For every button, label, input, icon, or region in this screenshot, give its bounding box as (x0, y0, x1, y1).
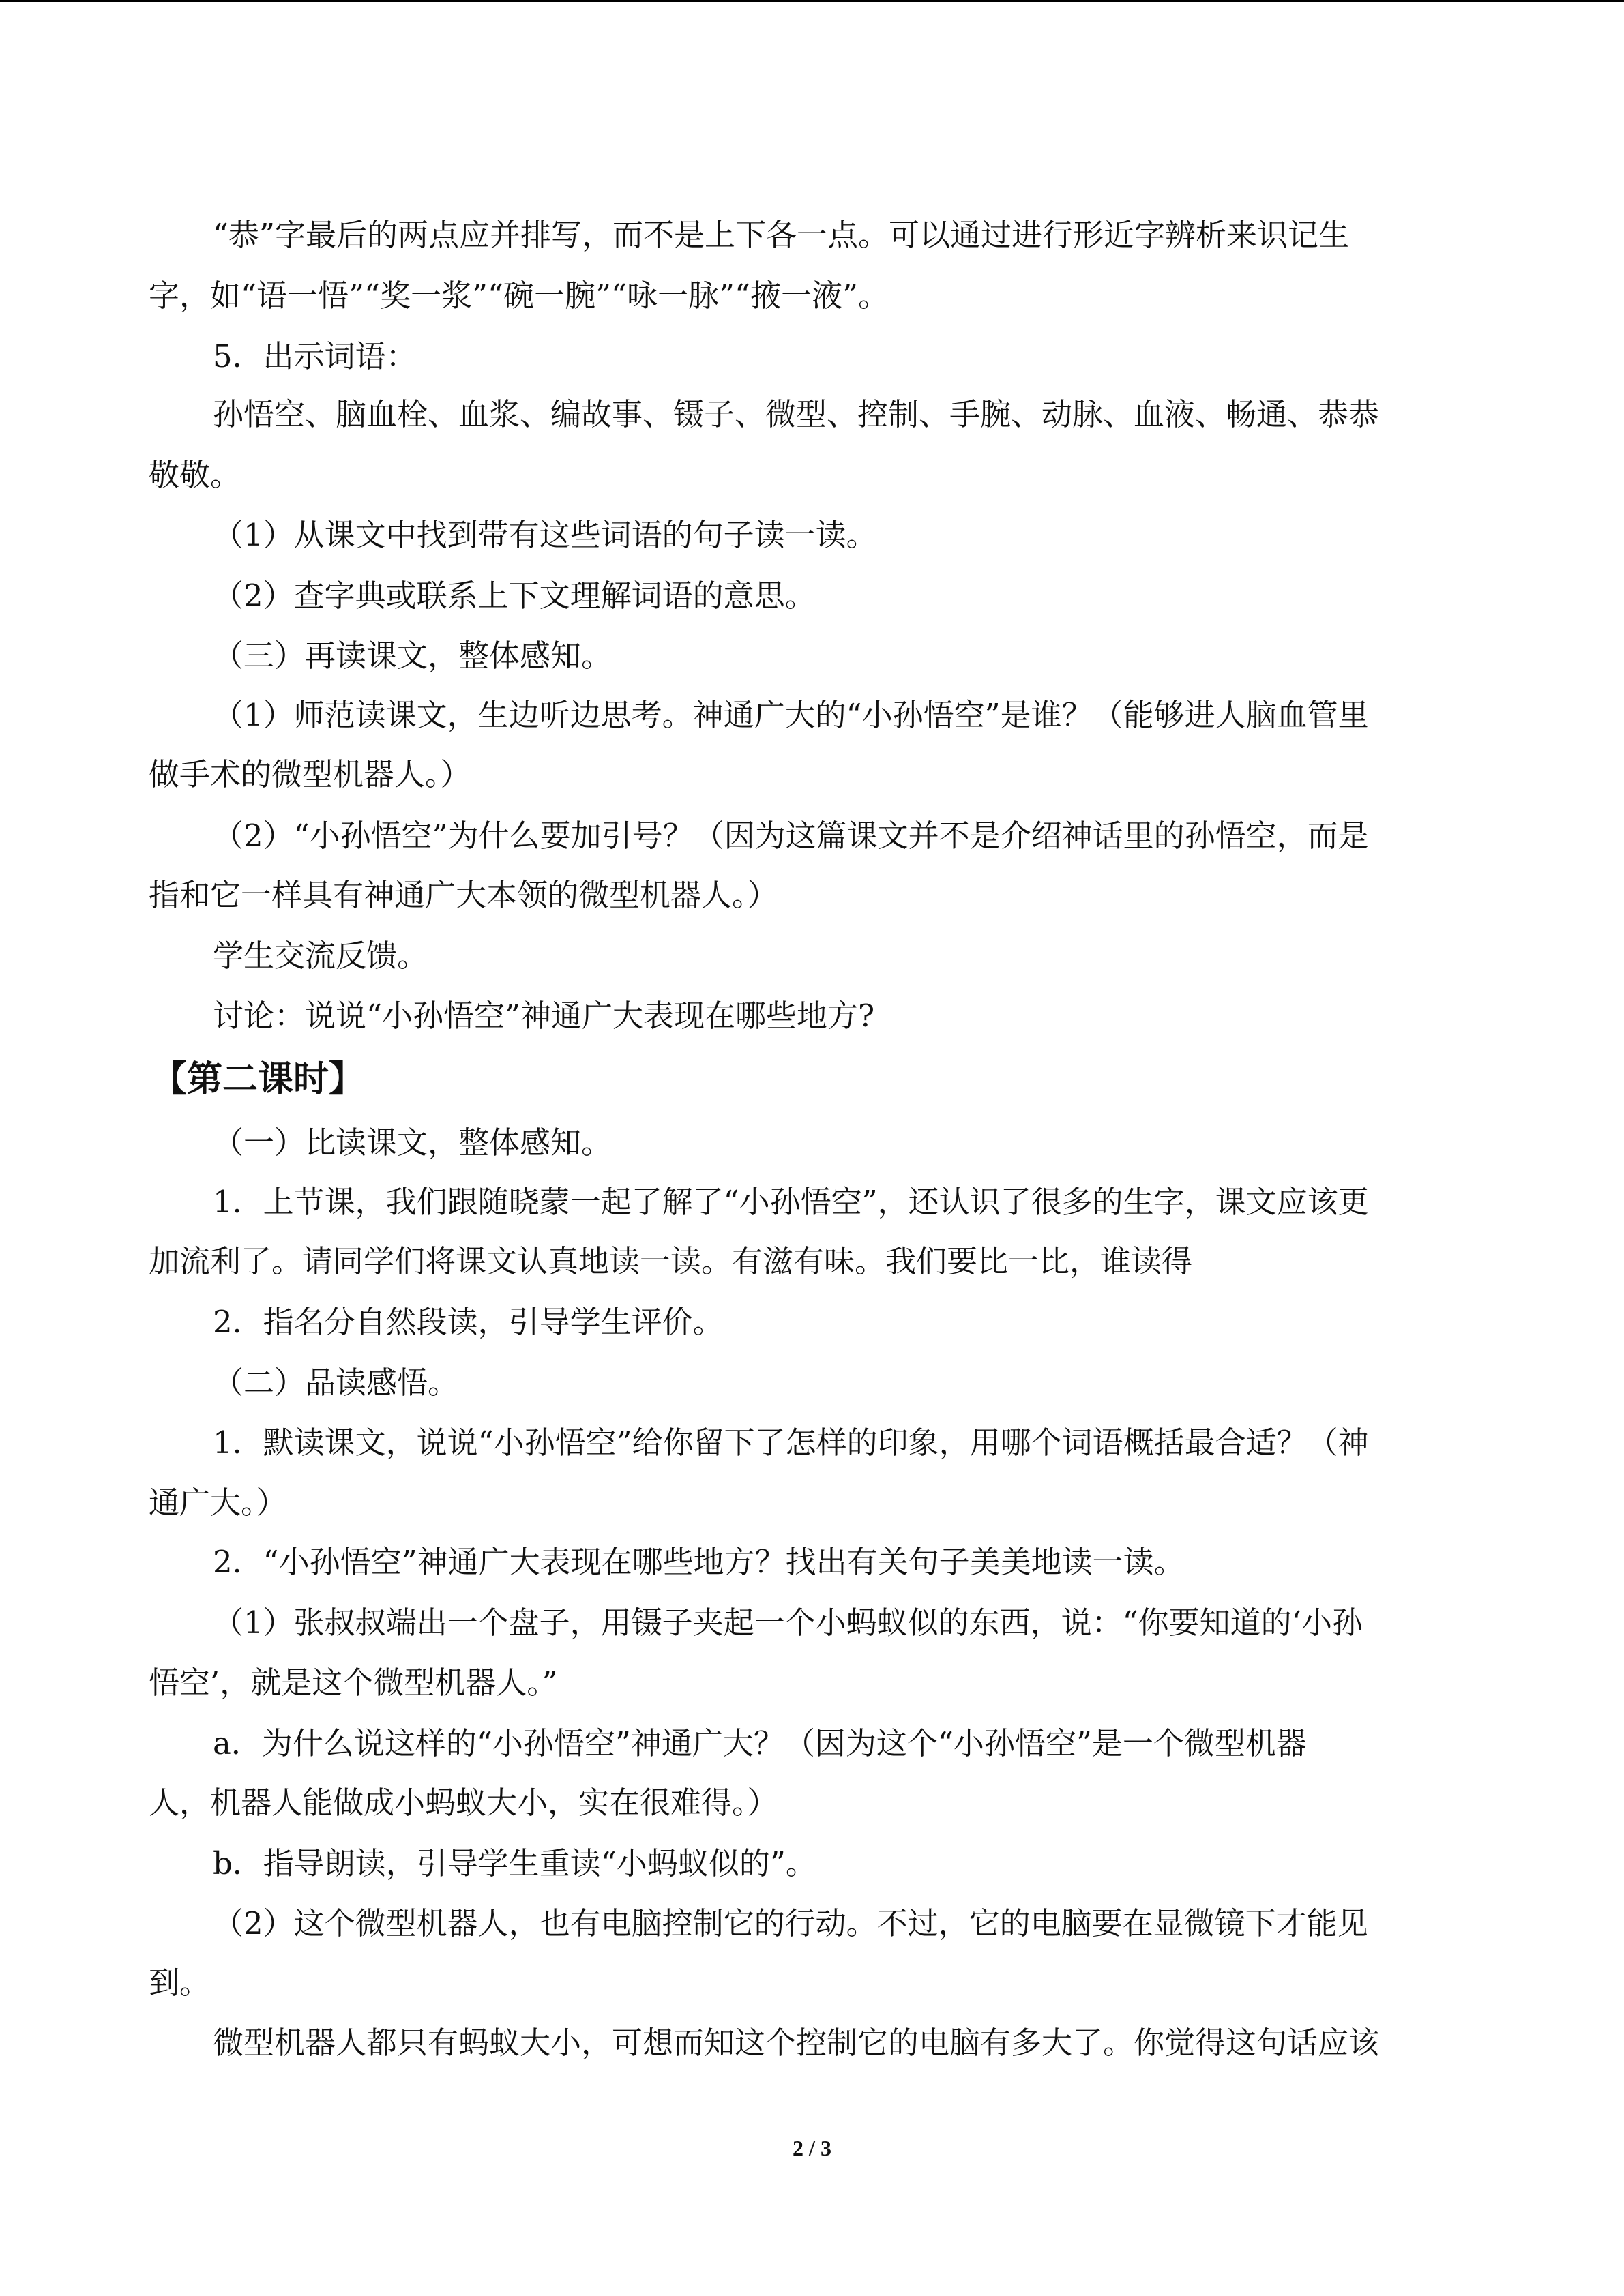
paragraph-line: （1）师范读课文，生边听边思考。神通广大的“小孙悟空”是谁？（能够进人脑血管里 (213, 697, 1369, 733)
paragraph-line: 5．出示词语： (213, 338, 417, 374)
paragraph-line: 做手术的微型机器人。） (149, 756, 471, 792)
paragraph-line: （三）再读课文，整体感知。 (213, 638, 612, 674)
paragraph-line: 通广大。） (149, 1485, 287, 1521)
paragraph-line: “恭”字最后的两点应并排写，而不是上下各一点。可以通过进行形近字辨析来识记生 (213, 217, 1350, 253)
paragraph-line: 人，机器人能做成小蚂蚁大小，实在很难得。） (149, 1785, 778, 1821)
paragraph-line: 加流利了。请同学们将课文认真地读一读。有滋有味。我们要比一比，谁读得 (149, 1243, 1193, 1279)
paragraph-line: b．指导朗读，引导学生重读“小蚂蚁似的”。 (213, 1845, 816, 1881)
paragraph-line: 1．上节课，我们跟随晓蒙一起了解了“小孙悟空”，还认识了很多的生字，课文应该更 (213, 1184, 1369, 1220)
paragraph-line: （1）从课文中找到带有这些词语的句子读一读。 (213, 517, 877, 553)
paragraph-line: （一）比读课文，整体感知。 (213, 1124, 612, 1161)
paragraph-line: 指和它一样具有神通广大本领的微型机器人。） (149, 877, 778, 913)
paragraph-line: 敬敬。 (149, 457, 241, 493)
paragraph-line: （2）“小孙悟空”为什么要加引号？（因为这篇课文并不是介绍神话里的孙悟空，而是 (213, 818, 1369, 854)
paragraph-line: （2）查字典或联系上下文理解词语的意思。 (213, 578, 816, 614)
paragraph-line: （2）这个微型机器人，也有电脑控制它的行动。不过，它的电脑要在显微镜下才能见 (213, 1905, 1368, 1941)
paragraph-line: 微型机器人都只有蚂蚁大小，可想而知这个控制它的电脑有多大了。你觉得这句话应该 (213, 2025, 1380, 2061)
paragraph-line: 字，如“语一悟”“奖一浆”“碗一腕”“咏一脉”“掖一液”。 (149, 278, 889, 314)
paragraph-line: 讨论：说说“小孙悟空”神通广大表现在哪些地方? (213, 998, 875, 1034)
section-heading: 【第二课时】 (151, 1059, 365, 1100)
paragraph-line: 2．指名分自然段读，引导学生评价。 (213, 1304, 724, 1340)
paragraph-line: 1．默读课文，说说“小孙悟空”给你留下了怎样的印象，用哪个词语概括最合适？（神 (213, 1425, 1369, 1461)
paragraph-line: （1）张叔叔端出一个盘子，用镊子夹起一个小蚂蚁似的东西，说：“你要知道的‘小孙 (213, 1605, 1363, 1641)
paragraph-line: 孙悟空、脑血栓、血浆、编故事、镊子、微型、控制、手腕、动脉、血液、畅通、恭恭 (213, 396, 1380, 432)
paragraph-line: 2．“小孙悟空”神通广大表现在哪些地方？找出有关句子美美地读一读。 (213, 1544, 1185, 1580)
paragraph-line: a．为什么说这样的“小孙悟空”神通广大？（因为这个“小孙悟空”是一个微型机器 (213, 1725, 1307, 1761)
paragraph-line: 学生交流反馈。 (213, 938, 428, 974)
paragraph-line: 到。 (149, 1965, 211, 2001)
paragraph-line: 悟空’，就是这个微型机器人。” (149, 1665, 558, 1701)
page-number: 2 / 3 (793, 2136, 831, 2160)
paragraph-line: （二）品读感悟。 (213, 1365, 459, 1401)
